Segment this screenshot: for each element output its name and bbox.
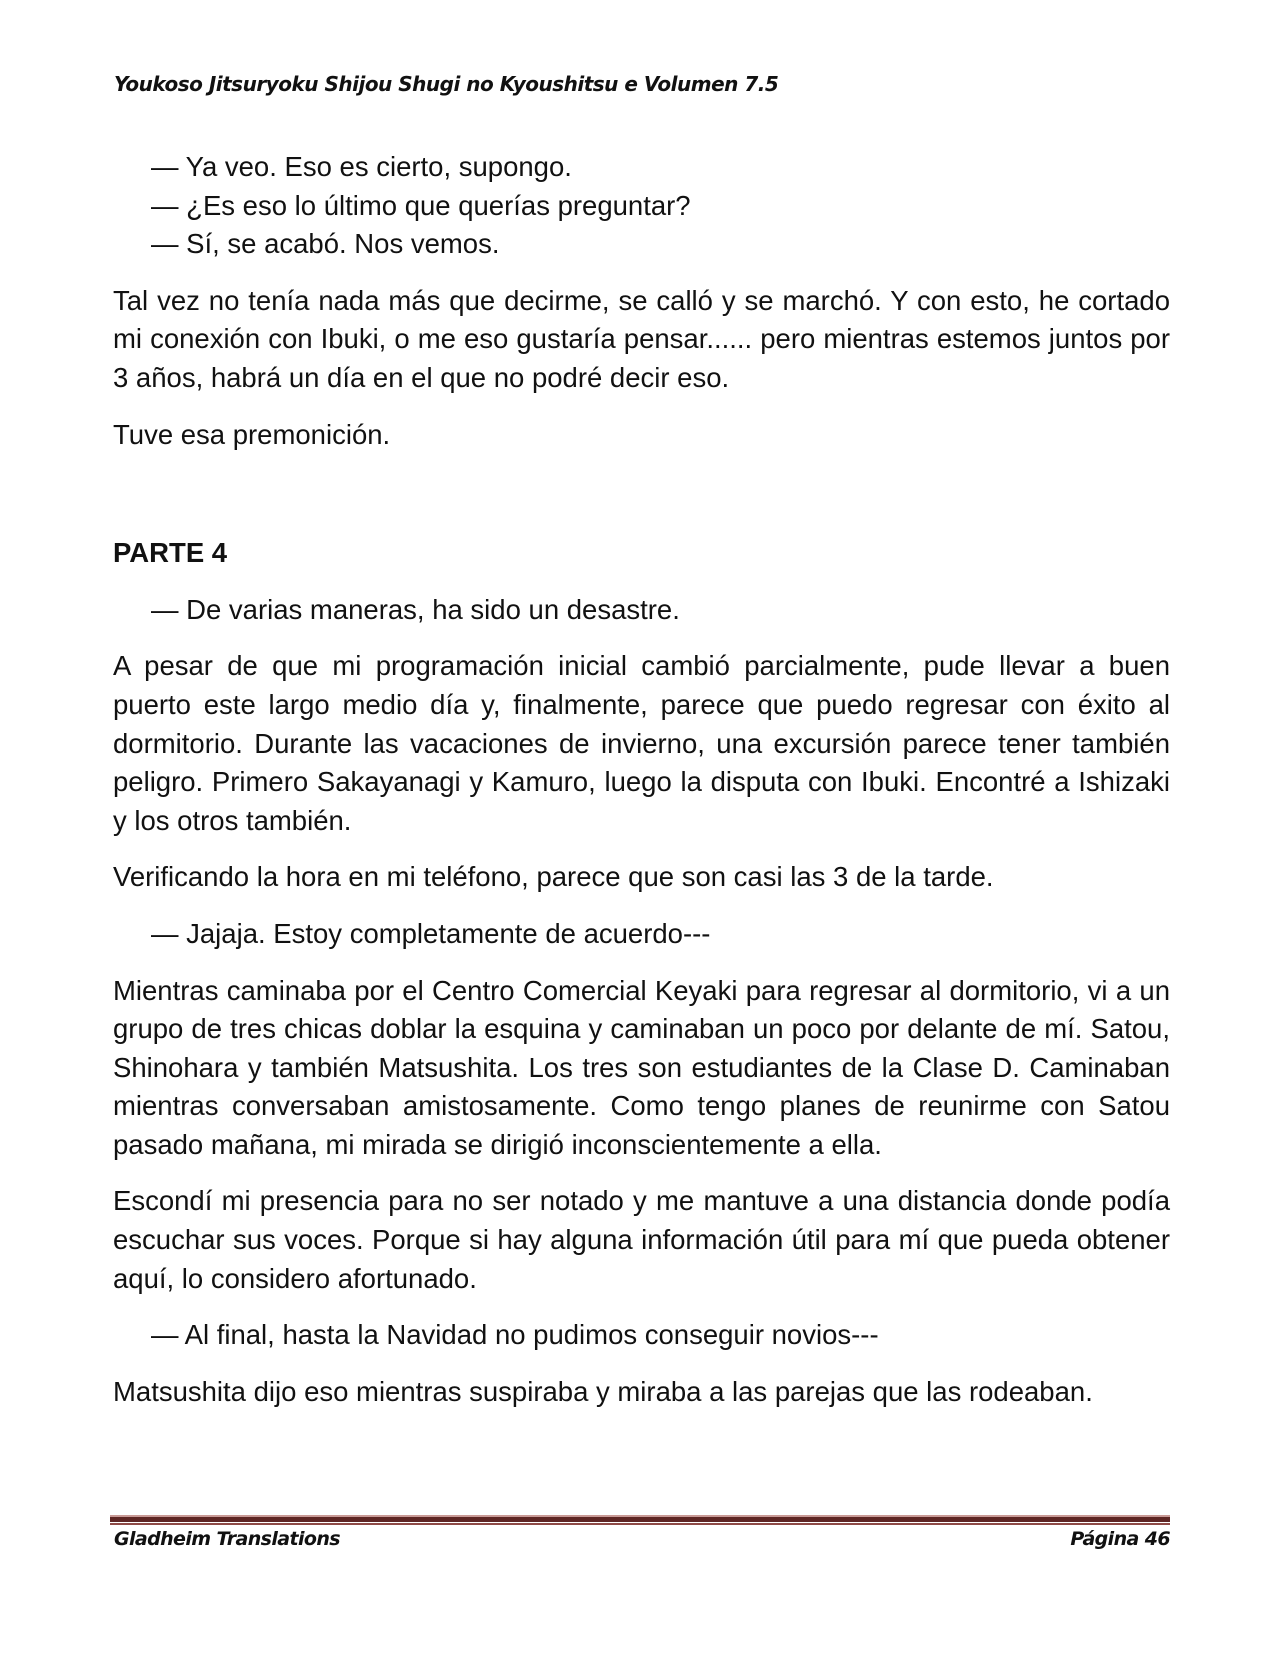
paragraph: Mientras caminaba por el Centro Comercial Keyaki para regresar al dormitorio, vi a un grupo de tres chicas doblar la esquina y caminaban un poco por delante de mí. Satou, Shinohara y también Matsushita. Los tres son estudiantes de la Clase D. Caminaban mientras conversaban amistosamente. Como tengo planes de reunirme con Satou pasado mañana, mi mirada se dirigió inconscientemente a ella. xyxy=(113,974,1170,1160)
dialogue-line: — Sí, se acabó. Nos vemos. xyxy=(151,228,500,260)
running-header: Youkoso Jitsuryoku Shijou Shugi no Kyoushitsu e Volumen 7.5 xyxy=(114,72,779,96)
paragraph: Tal vez no tenía nada más que decirme, se calló y se marchó. Y con esto, he cortado mi conexión con Ibuki, o me eso gustaría pensar...... pero mientras estemos juntos por 3 años, habrá un día en el que no podré decir eso. xyxy=(113,284,1170,393)
paragraph: Escondí mi presencia para no ser notado y me mantuve a una distancia donde podía escuchar sus voces. Porque si hay alguna información útil para mí que pueda obtener aquí, lo considero afortunado. xyxy=(113,1185,1170,1294)
dialogue-line: — Ya veo. Eso es cierto, supongo. xyxy=(151,151,572,182)
dialogue-line: — Jajaja. Estoy completamente de acuerdo--- xyxy=(151,917,711,949)
page-number: Página 46 xyxy=(1070,1528,1170,1550)
paragraph: Tuve esa premonición. xyxy=(113,418,391,450)
dialogue-line: — ¿Es eso lo último que querías preguntar? xyxy=(151,189,691,221)
footer-credit: Gladheim Translations xyxy=(114,1528,340,1550)
paragraph: Verificando la hora en mi teléfono, parece que son casi las 3 de la tarde. xyxy=(113,861,994,893)
dialogue-line: — Al final, hasta la Navidad no pudimos conseguir novios--- xyxy=(151,1319,879,1351)
page-body xyxy=(113,148,1170,1411)
paragraph: Matsushita dijo eso mientras suspiraba y miraba a las parejas que las rodeaban. xyxy=(113,1375,1093,1407)
footer-divider xyxy=(110,1515,1170,1525)
paragraph: A pesar de que mi programación inicial cambió parcialmente, pude llevar a buen puerto este largo medio día y, finalmente, parece que puedo regresar con éxito al dormitorio. Durante las vacaciones de invierno, una excursión parece tener también peligro. Primero Sakayanagi y Kamuro, luego la disputa con Ibuki. Encontré a Ishizaki y los otros también. xyxy=(113,650,1170,836)
section-heading: PARTE 4 xyxy=(113,537,228,569)
dialogue-line: — De varias maneras, ha sido un desastre. xyxy=(151,593,680,625)
